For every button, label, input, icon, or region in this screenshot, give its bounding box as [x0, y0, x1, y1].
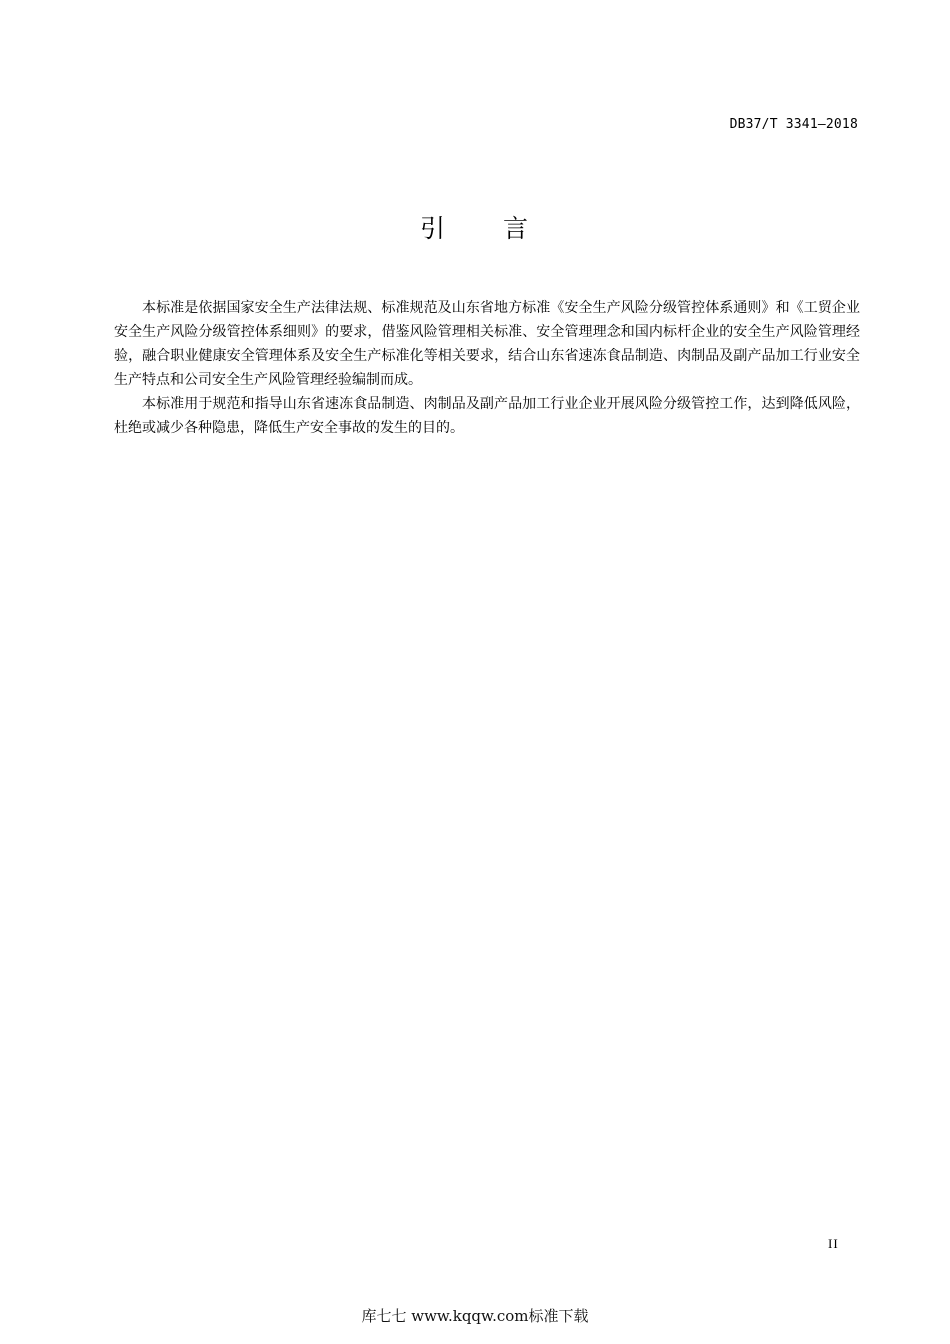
paragraph-2: 本标准用于规范和指导山东省速冻食品制造、肉制品及副产品加工行业企业开展风险分级管控工作，达到降低风险，杜绝或减少各种隐患，降低生产安全事故的发生的目的。: [114, 396, 860, 436]
title-char-2: 言: [503, 214, 531, 243]
watermark-text: 库七七 www.kqqw.com标准下载: [361, 1307, 589, 1325]
title-char-1: 引: [419, 214, 447, 243]
page-number: II: [828, 1236, 839, 1251]
introduction-body: [114, 296, 860, 440]
document-code: DB37/T 3341—2018: [729, 117, 858, 132]
page-title: [0, 212, 950, 246]
paragraph-1: 本标准是依据国家安全生产法律法规、标准规范及山东省地方标准《安全生产风险分级管控体系通则》和《工贸企业安全生产风险分级管控体系细则》的要求，借鉴风险管理相关标准、安全管理理念和国内标杆企业的安全生产风险管理经验，融合职业健康安全管理体系及安全生产标准化等相关要求，结合山东省速冻食品制造、肉制品及副产品加工行业安全生产特点和公司安全生产风险管理经验编制而成。: [114, 300, 860, 388]
